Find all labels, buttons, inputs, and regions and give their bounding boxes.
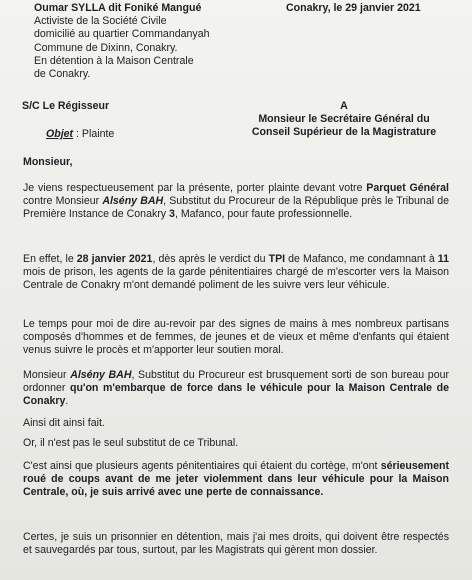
paragraph: [23, 369, 449, 409]
recipient-block: [244, 100, 444, 140]
text-run: , Substitut du Procureur est brusquement sorti de son bureau pour ordonner: [23, 369, 450, 395]
text-run: , Substitut du Procureur de la République près le Tribunal de Première Instance de Conakry: [23, 195, 449, 221]
bold-run: sérieusement roué de coups avant de me jeter violemment dans leur véhicule pour la Maison Centrale, où, je suis arrivé avec une perte de connaissance.: [23, 460, 449, 499]
sender-line: Activiste de la Société Civile: [34, 15, 167, 28]
person-name: Alsény BAH: [102, 195, 164, 208]
text-run: mois de prison, les agents de la garde pénitentiaires chargé de m'escorter vers la Maison Centrale de Conakry m'ont demandé poliment de les suivre vers leur véhicule.: [23, 266, 449, 292]
text-run: contre Monsieur: [23, 195, 103, 208]
person-name: Alsény BAH: [70, 369, 132, 381]
paragraph: Le temps pour moi de dire au-revoir par des signes de mains à mes nombreux partisans composés d'hommes et de femmes, de jeunes et de vieux et même d'enfants qui étaient venus suivre le procès et m'apporter leur soutien moral.: [23, 318, 449, 357]
text-run: , dès après le verdict du: [152, 253, 269, 265]
text-run: .: [65, 395, 69, 408]
sender-line: domicilié au quartier Commandanyah: [34, 28, 210, 41]
sender-line: Commune de Dixinn, Conakry.: [34, 41, 178, 54]
text-run: C'est ainsi que plusieurs agents pénitentiaires qui étaient du cortège, m'ont: [23, 460, 381, 472]
place-date: Conakry, le 29 janvier 2021: [286, 2, 421, 14]
text-run: En effet, le: [23, 253, 77, 265]
object-value: : Plainte: [73, 128, 115, 140]
sender-line: En détention à la Maison Centrale: [34, 54, 194, 67]
salutation: Monsieur,: [23, 156, 73, 168]
paragraph: [23, 253, 449, 293]
object-line: [46, 128, 114, 141]
sender-line: de Conakry.: [34, 67, 91, 80]
recipient-prefix: A: [340, 100, 348, 112]
bold-run: qu'on m'embarque de force dans le véhicule pour la Maison Centrale de Conakry: [23, 382, 449, 408]
sender-block: [34, 2, 209, 81]
paragraph: [23, 460, 449, 500]
recipient-line: Monsieur le Secrétaire Général du: [258, 113, 430, 126]
text-run: Je viens respectueusement par la présente, porter plainte devant votre: [23, 182, 367, 194]
paragraph: Certes, je suis un prisonnier en détention, mais j'ai mes droits, qui doivent être respectés et sauvegardés par tous, surtout, par les Magistrats qui gèrent mon dossier.: [23, 531, 449, 557]
recipient-line: Conseil Supérieur de la Magistrature: [251, 126, 437, 139]
text-run: de Mafanco, me condamnant à: [285, 253, 438, 265]
paragraph: Or, il n'est pas le seul substitut de ce Tribunal.: [23, 437, 239, 449]
bold-run: Parquet Général: [366, 182, 449, 194]
via-line: S/C Le Régisseur: [22, 100, 110, 112]
bold-run: 11: [437, 253, 449, 265]
sender-name: Oumar SYLLA dit Foniké Mangué: [34, 2, 202, 14]
paragraph: [23, 182, 449, 222]
text-run: , Mafanco, pour faute professionnelle.: [174, 208, 353, 221]
date-run: 28 janvier 2021: [76, 253, 153, 265]
object-label: Objet: [46, 128, 74, 140]
bold-run: TPI: [268, 253, 286, 265]
text-run: Monsieur: [23, 369, 71, 381]
bold-run: 3: [169, 208, 175, 221]
paragraph: Ainsi dit ainsi fait.: [23, 417, 105, 429]
